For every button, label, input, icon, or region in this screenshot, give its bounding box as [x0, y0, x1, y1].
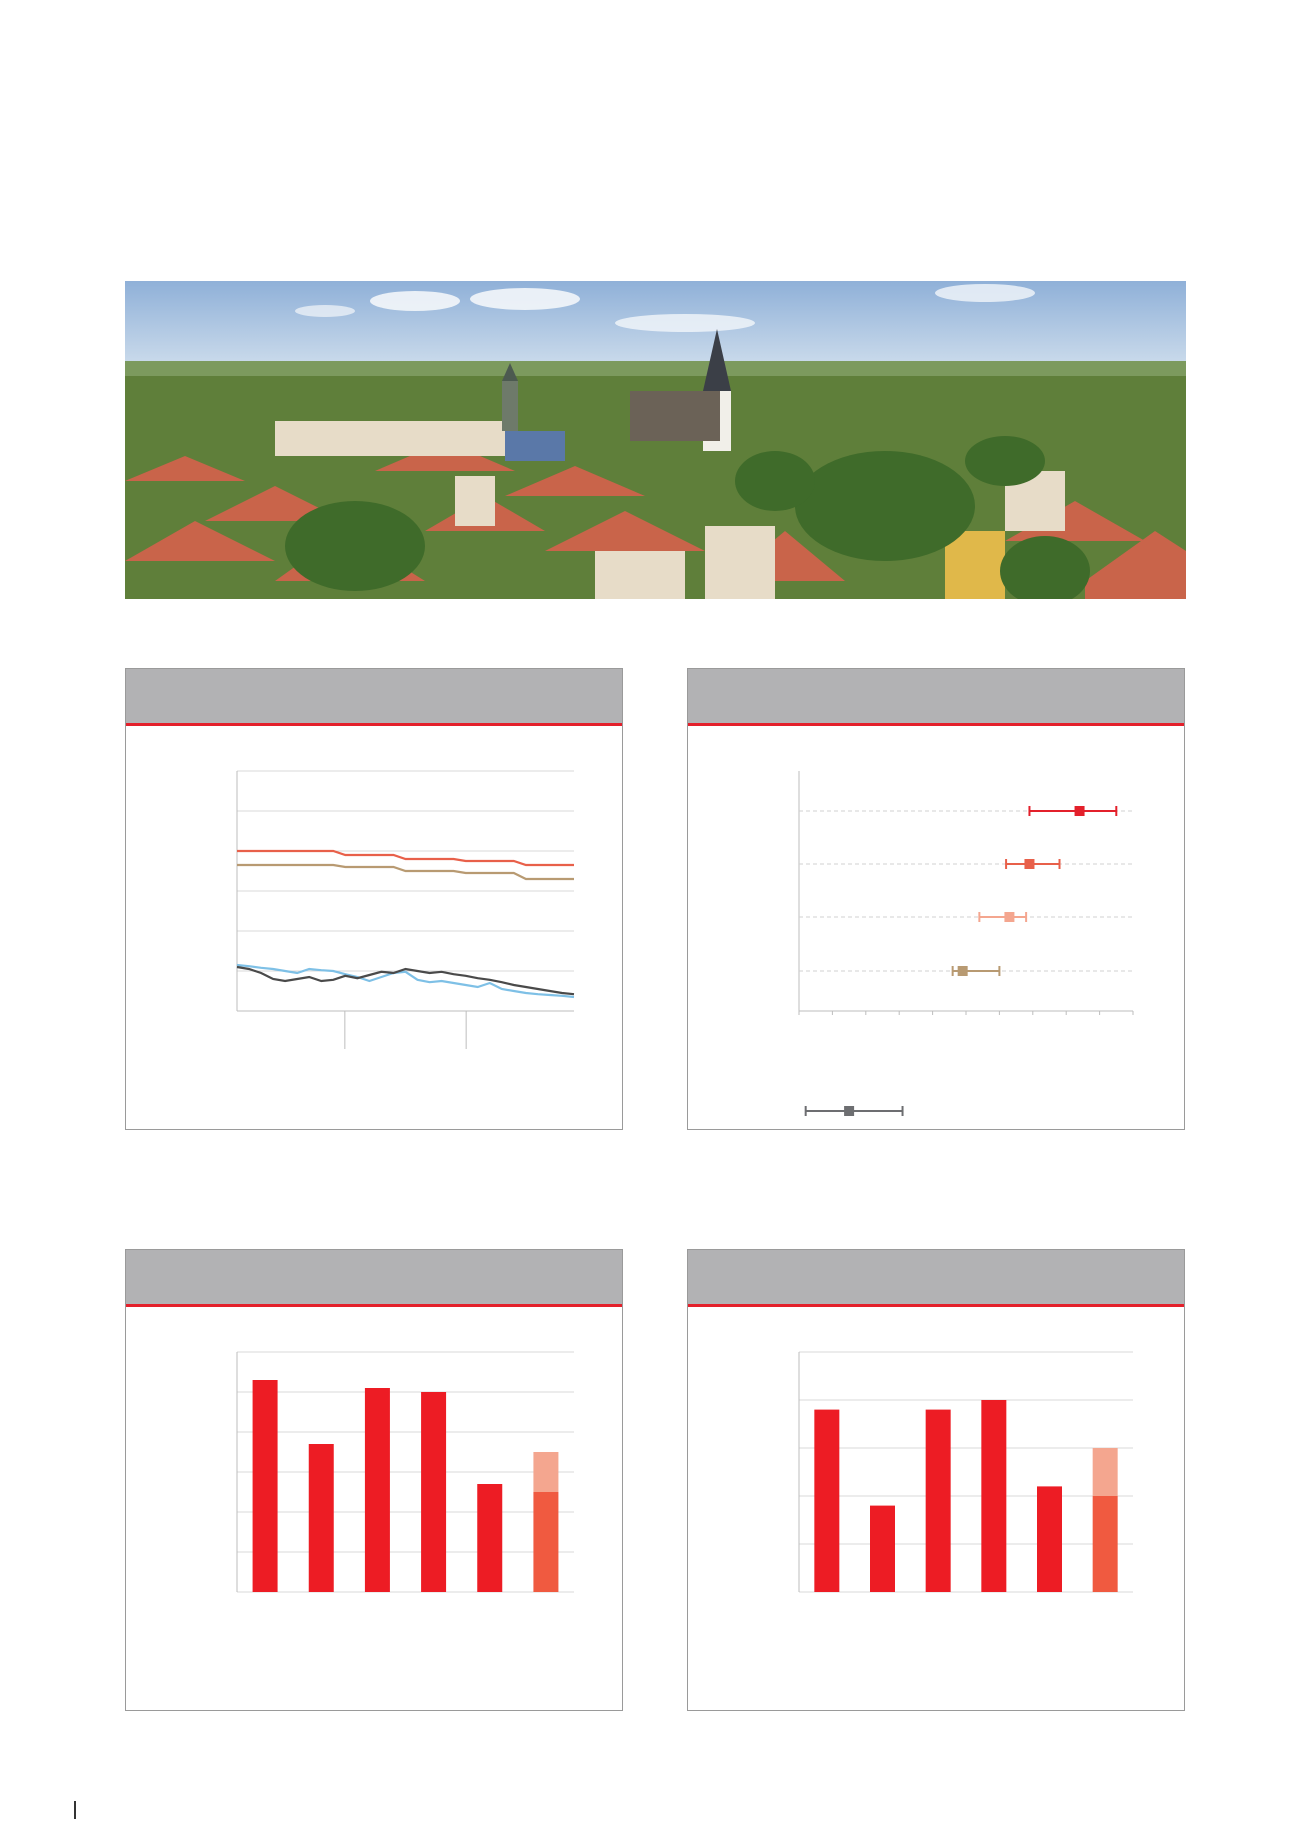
bar-2: [309, 1444, 334, 1592]
bar-chart: [688, 1250, 1186, 1712]
bar-6: [1093, 1496, 1118, 1592]
series-line-1: [237, 851, 574, 865]
range-point-3: [1004, 912, 1014, 922]
bar-chart-panel-left: [125, 1249, 623, 1711]
bar-chart-panel-right: [687, 1249, 1185, 1711]
bar-3: [365, 1388, 390, 1592]
range-chart-panel: [687, 668, 1185, 1130]
town-panorama-image: [125, 281, 1186, 599]
line-chart: [126, 669, 624, 1131]
town-panorama-photo: [125, 281, 1186, 599]
bar-6-extra: [1093, 1448, 1118, 1496]
bar-3: [926, 1410, 951, 1592]
bar-1: [814, 1410, 839, 1592]
range-point-1: [1075, 806, 1085, 816]
bar-6-extra: [533, 1452, 558, 1492]
legend-point: [844, 1106, 854, 1116]
bar-6: [533, 1492, 558, 1592]
bar-5: [1037, 1486, 1062, 1592]
bar-4: [981, 1400, 1006, 1592]
range-point-2: [1024, 859, 1034, 869]
page-number-rule: [74, 1801, 76, 1819]
bar-5: [477, 1484, 502, 1592]
line-chart-panel: [125, 668, 623, 1130]
bar-4: [421, 1392, 446, 1592]
series-line-2: [237, 865, 574, 879]
bar-1: [253, 1380, 278, 1592]
range-chart: [688, 669, 1186, 1131]
bar-chart: [126, 1250, 624, 1712]
bar-2: [870, 1506, 895, 1592]
range-point-4: [958, 966, 968, 976]
